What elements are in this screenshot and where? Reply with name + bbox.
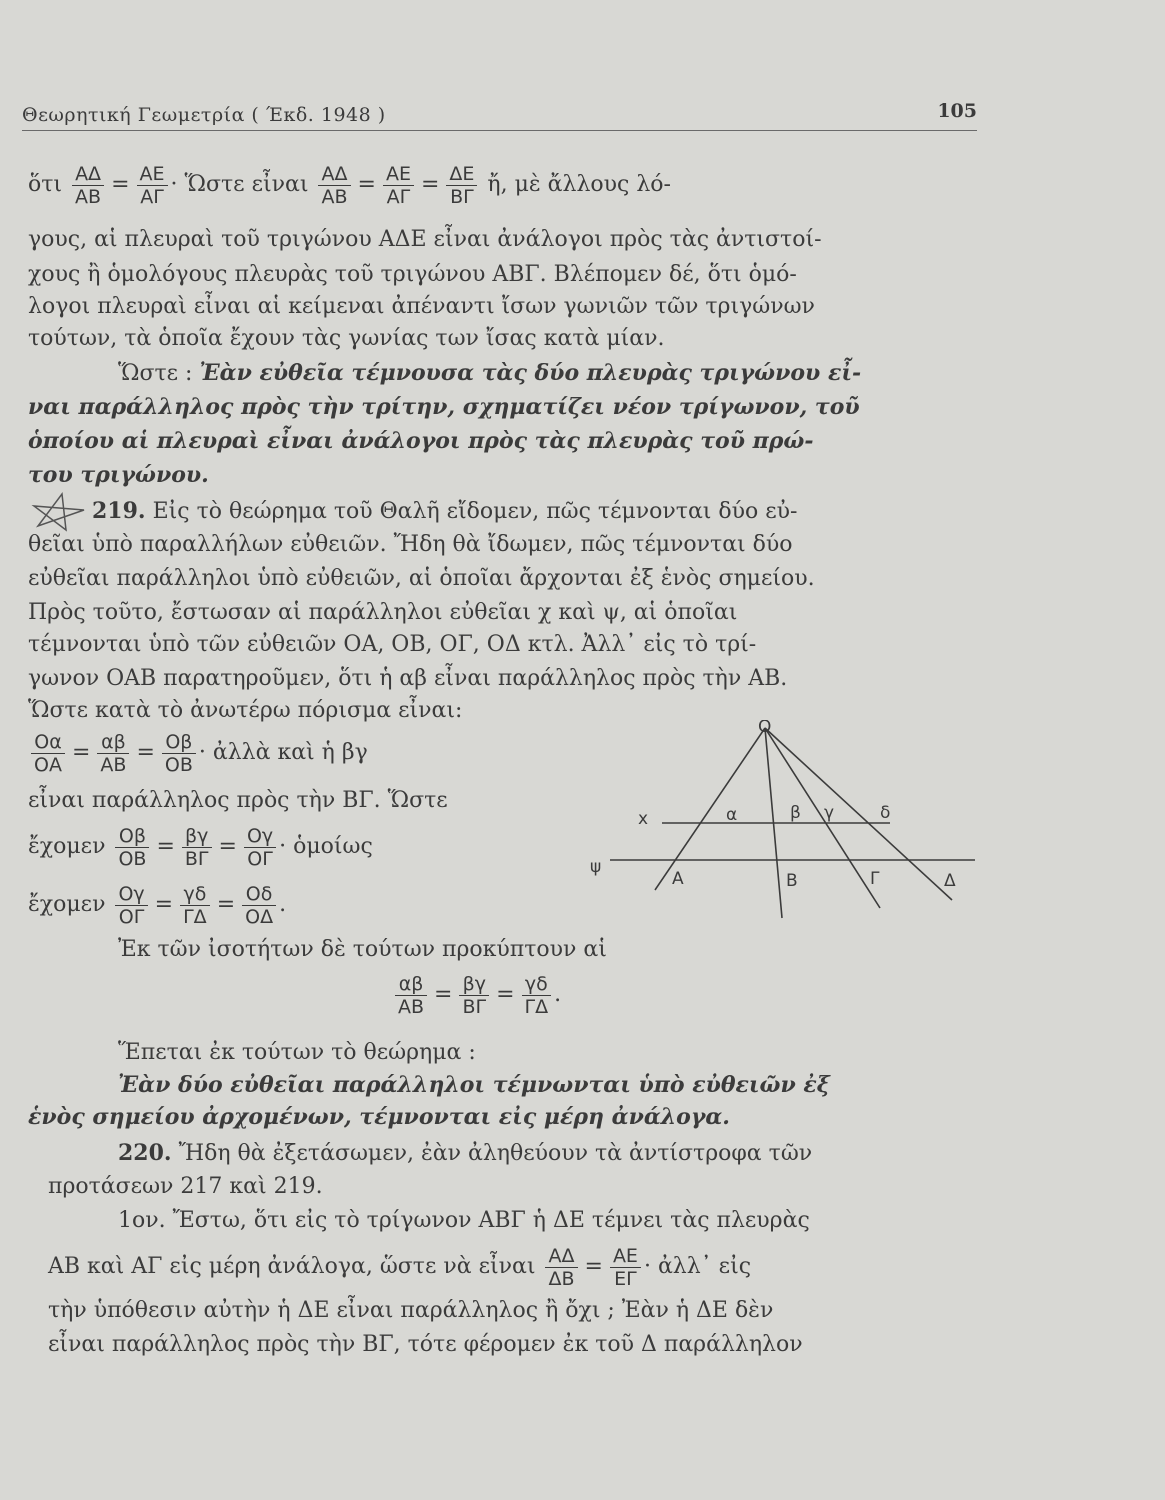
denominator: ΑΓ [383,185,414,208]
fraction [180,883,210,928]
equals-sign: = [216,892,236,917]
fraction [522,973,552,1018]
text: ἔχομεν [28,834,106,859]
denominator: ΑΓ [137,185,168,208]
page-number: 105 [937,100,977,122]
s220-line-1 [118,1138,812,1169]
fraction [115,883,147,928]
fraction [446,163,477,208]
s219-line-10 [28,820,373,874]
label-x: x [638,809,649,829]
s219-line-13 [392,968,561,1022]
denominator: ΓΔ [522,995,552,1018]
s219-line-9: εἶναι παράλληλος πρὸς τὴν ΒΓ. Ὥστε [28,788,448,813]
equals-sign: = [71,740,91,765]
fraction [545,1245,577,1290]
label-G: Γ [870,869,880,889]
numerator: ΑΕ [385,162,411,185]
section-number: 219. [92,498,146,524]
label-A: A [672,869,684,889]
denominator: ΟΒ [162,753,196,776]
p1-line-4: λογοι πλευραὶ εἶναι αἱ κείμεναι ἀπέναντι ἴσων γωνιῶν τῶν τριγώνων [28,294,815,319]
text: ἔχομεν [28,892,106,917]
denominator: ΑΒ [318,185,350,208]
s219-line-14: Ἕπεται ἐκ τούτων τὸ θεώρημα : [118,1040,476,1065]
equals-sign: = [584,1254,603,1279]
denominator: ΑΒ [395,995,427,1018]
s219-line-4: Πρὸς τοῦτο, ἔστωσαν αἱ παράλληλοι εὐθεῖαι χ καὶ ψ, αἱ ὁποῖαι [28,600,738,625]
denominator: ΟΒ [115,847,149,870]
numerator: Οβ [165,730,193,753]
equals-sign: = [156,834,175,859]
label-alpha: α [726,805,738,825]
equals-sign: = [154,892,174,917]
numerator: Ογ [118,882,145,905]
numerator: αβ [398,972,424,995]
denominator: ΟΑ [31,753,65,776]
s219-line-5: τέμνονται ὑπὸ τῶν εὐθειῶν ΟΑ, ΟΒ, ΟΓ, ΟΔ κτλ. Ἀλλ᾿ εἰς τὸ τρί- [28,632,757,657]
numerator: Οα [34,730,62,753]
s219-line-8 [28,728,368,778]
text: ἤ, μὲ ἄλλους λό- [487,172,671,197]
numerator: ΑΔ [548,1244,575,1267]
denominator: ΒΓ [459,995,489,1018]
label-psi: ψ [590,857,602,877]
denominator: ΕΓ [610,1267,641,1290]
numerator: βγ [462,972,486,995]
equals-sign: = [111,172,130,197]
s219-line-2: θεῖαι ὑπὸ παραλλήλων εὐθειῶν. Ἤδη θὰ ἴδωμεν, πῶς τέμνονται δύο [28,532,793,557]
text: ΑΒ καὶ ΑΓ εἰς μέρη ἀνάλογα, ὥστε νὰ εἶναι [48,1254,536,1279]
numerator: Οβ [118,824,146,847]
denominator: ΟΓ [244,847,276,870]
p1-line-1 [28,160,671,210]
fraction [72,163,104,208]
s220-line-5: τὴν ὑπόθεσιν αὐτὴν ἡ ΔΕ εἶναι παράλληλος ἢ ὄχι ; Ἐὰν ἡ ΔΕ δὲν [48,1298,774,1323]
fraction [182,825,212,870]
s220-line-6: εἶναι παράλληλος πρὸς τὴν ΒΓ, τότε φέρομεν ἐκ τοῦ Δ παράλληλον [48,1332,803,1357]
text: Ὥστε : [118,361,193,386]
s219-theorem-line-1: Ἐὰν δύο εὐθεῖαι παράλληλοι τέμνωνται ὑπὸ εὐθειῶν ἐξ [118,1072,830,1098]
s219-line-1 [92,496,798,527]
numerator: ΑΕ [612,1244,638,1267]
text: Ἤδη θὰ ἐξετάσωμεν, ἐὰν ἀληθεύουν τὰ ἀντίστροφα τῶν [178,1141,813,1166]
s219-line-12: Ἐκ τῶν ἰσοτήτων δὲ τούτων προκύπτουν αἱ [118,937,607,962]
numerator: ΑΔ [321,162,348,185]
s219-line-7: Ὥστε κατὰ τὸ ἀνωτέρω πόρισμα εἶναι: [28,698,463,723]
fraction [115,825,149,870]
text: · Ὥστε εἶναι [170,172,309,197]
fraction [137,163,168,208]
numerator: γδ [524,972,548,995]
numerator: βγ [185,824,209,847]
s219-line-3: εὐθεῖαι παράλληλοι ὑπὸ εὐθειῶν, αἱ ὁποῖαι ἄρχονται ἐξ ἑνὸς σημείου. [28,566,815,591]
numerator: ΔΕ [449,162,475,185]
fraction [31,731,65,776]
label-B: B [786,871,798,891]
p2-line-3: ὁποίου αἱ πλευραὶ εἶναι ἀνάλογοι πρὸς τὰς πλευρὰς τοῦ πρώ- [28,428,814,454]
s220-line-3: 1ον. Ἔστω, ὅτι εἰς τὸ τρίγωνον ΑΒΓ ἡ ΔΕ τέμνει τὰς πλευρὰς [118,1208,810,1233]
p2-line-4: του τριγώνου. [28,462,209,488]
page-header [22,100,977,131]
text: ὅτι [28,172,63,197]
p2-line-1 [118,358,861,389]
denominator: ΑΒ [97,753,129,776]
p1-line-5: τούτων, τὰ ὁποῖα ἔχουν τὰς γωνίας των ἴσας κατὰ μίαν. [28,326,665,351]
label-delta: δ [880,803,891,823]
section-number: 220. [118,1140,172,1166]
p2-line-2: ναι παράλληλος πρὸς τὴν τρίτην, σχηματίζει νέον τρίγωνον, τοῦ [28,394,860,420]
denominator: ΑΒ [72,185,104,208]
text: . [279,892,287,917]
fraction [244,825,276,870]
text: · ὁμοίως [279,834,373,859]
numerator: γδ [183,882,207,905]
denominator: ΒΓ [182,847,212,870]
denominator: ΔΒ [545,1267,577,1290]
text: . [554,982,562,1007]
running-title: Θεωρητική Γεωμετρία ( Έκδ. 1948 ) [22,104,386,126]
geometry-diagram [580,720,990,930]
label-O: O [758,720,772,737]
denominator: ΓΔ [180,905,210,928]
equals-sign: = [136,740,155,765]
equals-sign: = [420,172,440,197]
s220-line-4 [48,1240,751,1294]
fraction [97,731,129,776]
numerator: ΑΔ [75,162,102,185]
label-beta: β [790,803,801,823]
equals-sign: = [218,834,237,859]
fraction [395,973,427,1018]
numerator: Οδ [245,882,273,905]
s219-line-11 [28,878,286,932]
numerator: Ογ [246,824,274,847]
s220-line-2: προτάσεων 217 καὶ 219. [48,1174,323,1199]
denominator: ΟΔ [242,905,276,928]
fraction [459,973,489,1018]
equals-sign: = [357,172,376,197]
text: Εἰς τὸ θεώρημα τοῦ Θαλῆ εἴδομεν, πῶς τέμνονται δύο εὐ- [152,499,798,524]
fraction [610,1245,641,1290]
denominator: ΟΓ [115,905,147,928]
p1-line-3: χους ἢ ὁμολόγους πλευρὰς τοῦ τριγώνου ΑΒΓ. Βλέπομεν δέ, ὅτι ὁμό- [28,262,797,287]
fraction [383,163,414,208]
theorem-text: Ἐὰν εὐθεῖα τέμνουσα τὰς δύο πλευρὰς τριγώνου εἶ- [199,360,862,386]
handwritten-star-mark [28,488,88,536]
numerator: ΑΕ [139,162,165,185]
fraction [318,163,350,208]
s219-line-6: γωνον ΟΑΒ παρατηροῦμεν, ὅτι ἡ αβ εἶναι παράλληλος πρὸς τὴν ΑΒ. [28,666,788,691]
label-D: Δ [944,871,956,891]
denominator: ΒΓ [446,185,477,208]
label-gamma: γ [824,803,835,823]
equals-sign: = [496,982,515,1007]
equals-sign: = [434,982,453,1007]
s219-theorem-line-2: ἑνὸς σημείου ἀρχομένων, τέμνονται εἰς μέρη ἀνάλογα. [28,1104,730,1130]
numerator: αβ [101,730,126,753]
line-OA [655,728,765,890]
text: · ἀλλὰ καὶ ἡ βγ [198,740,368,765]
p1-line-2: γους, αἱ πλευραὶ τοῦ τριγώνου ΑΔΕ εἶναι ἀνάλογοι πρὸς τὰς ἀντιστοί- [28,227,822,252]
fraction [242,883,276,928]
text: · ἀλλ᾿ εἰς [643,1254,752,1279]
fraction [162,731,196,776]
